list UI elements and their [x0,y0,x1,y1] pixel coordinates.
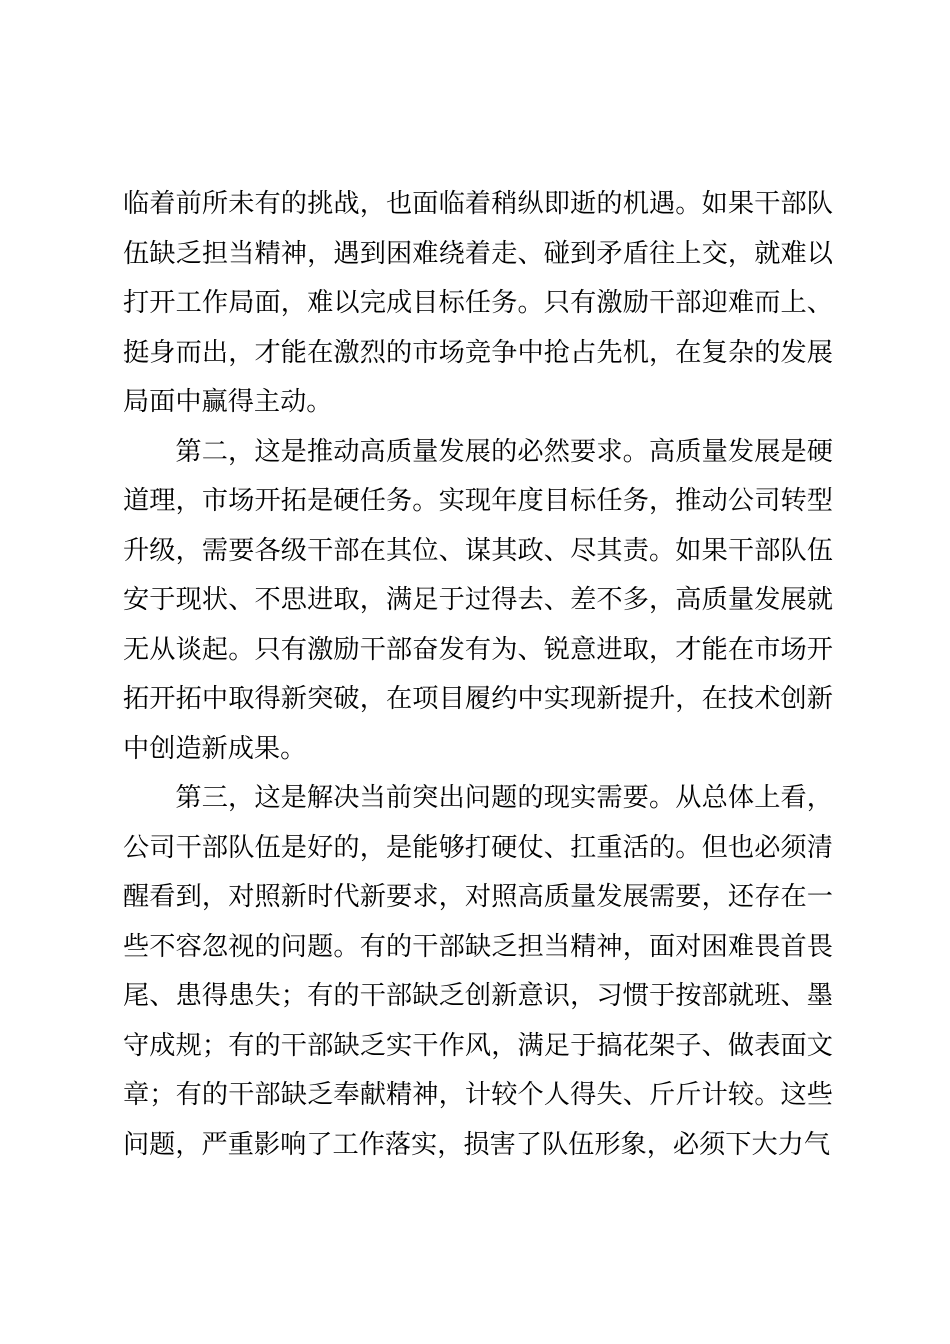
paragraph-third-point: 第三，这是解决当前突出问题的现实需要。从总体上看，公司干部队伍是好的，是能够打硬仗、扛重活的。但也必须清醒看到，对照新时代新要求，对照高质量发展需要，还存在一些不容忽视的问题。有的干部缺乏担当精神，面对困难畏首畏尾、患得患失；有的干部缺乏创新意识，习惯于按部就班、墨守成规；有的干部缺乏实干作风，满足于搞花架子、做表面文章；有的干部缺乏奉献精神，计较个人得失、斤斤计较。这些问题，严重影响了工作落实，损害了队伍形象，必须下大力气 [123,782,833,1159]
document-body [123,179,833,1169]
paragraph-second-point: 第二，这是推动高质量发展的必然要求。高质量发展是硬道理，市场开拓是硬任务。实现年度目标任务，推动公司转型升级，需要各级干部在其位、谋其政、尽其责。如果干部队伍安于现状、不思进取，满足于过得去、差不多，高质量发展就无从谈起。只有激励干部奋发有为、锐意进取，才能在市场开拓开拓中取得新突破，在项目履约中实现新提升，在技术创新中创造新成果。 [123,435,833,763]
paragraph-continuation: 临着前所未有的挑战，也面临着稍纵即逝的机遇。如果干部队伍缺乏担当精神，遇到困难绕着走、碰到矛盾往上交，就难以打开工作局面，难以完成目标任务。只有激励干部迎难而上、挺身而出，才能在激烈的市场竞争中抢占先机，在复杂的发展局面中赢得主动。 [123,188,833,416]
